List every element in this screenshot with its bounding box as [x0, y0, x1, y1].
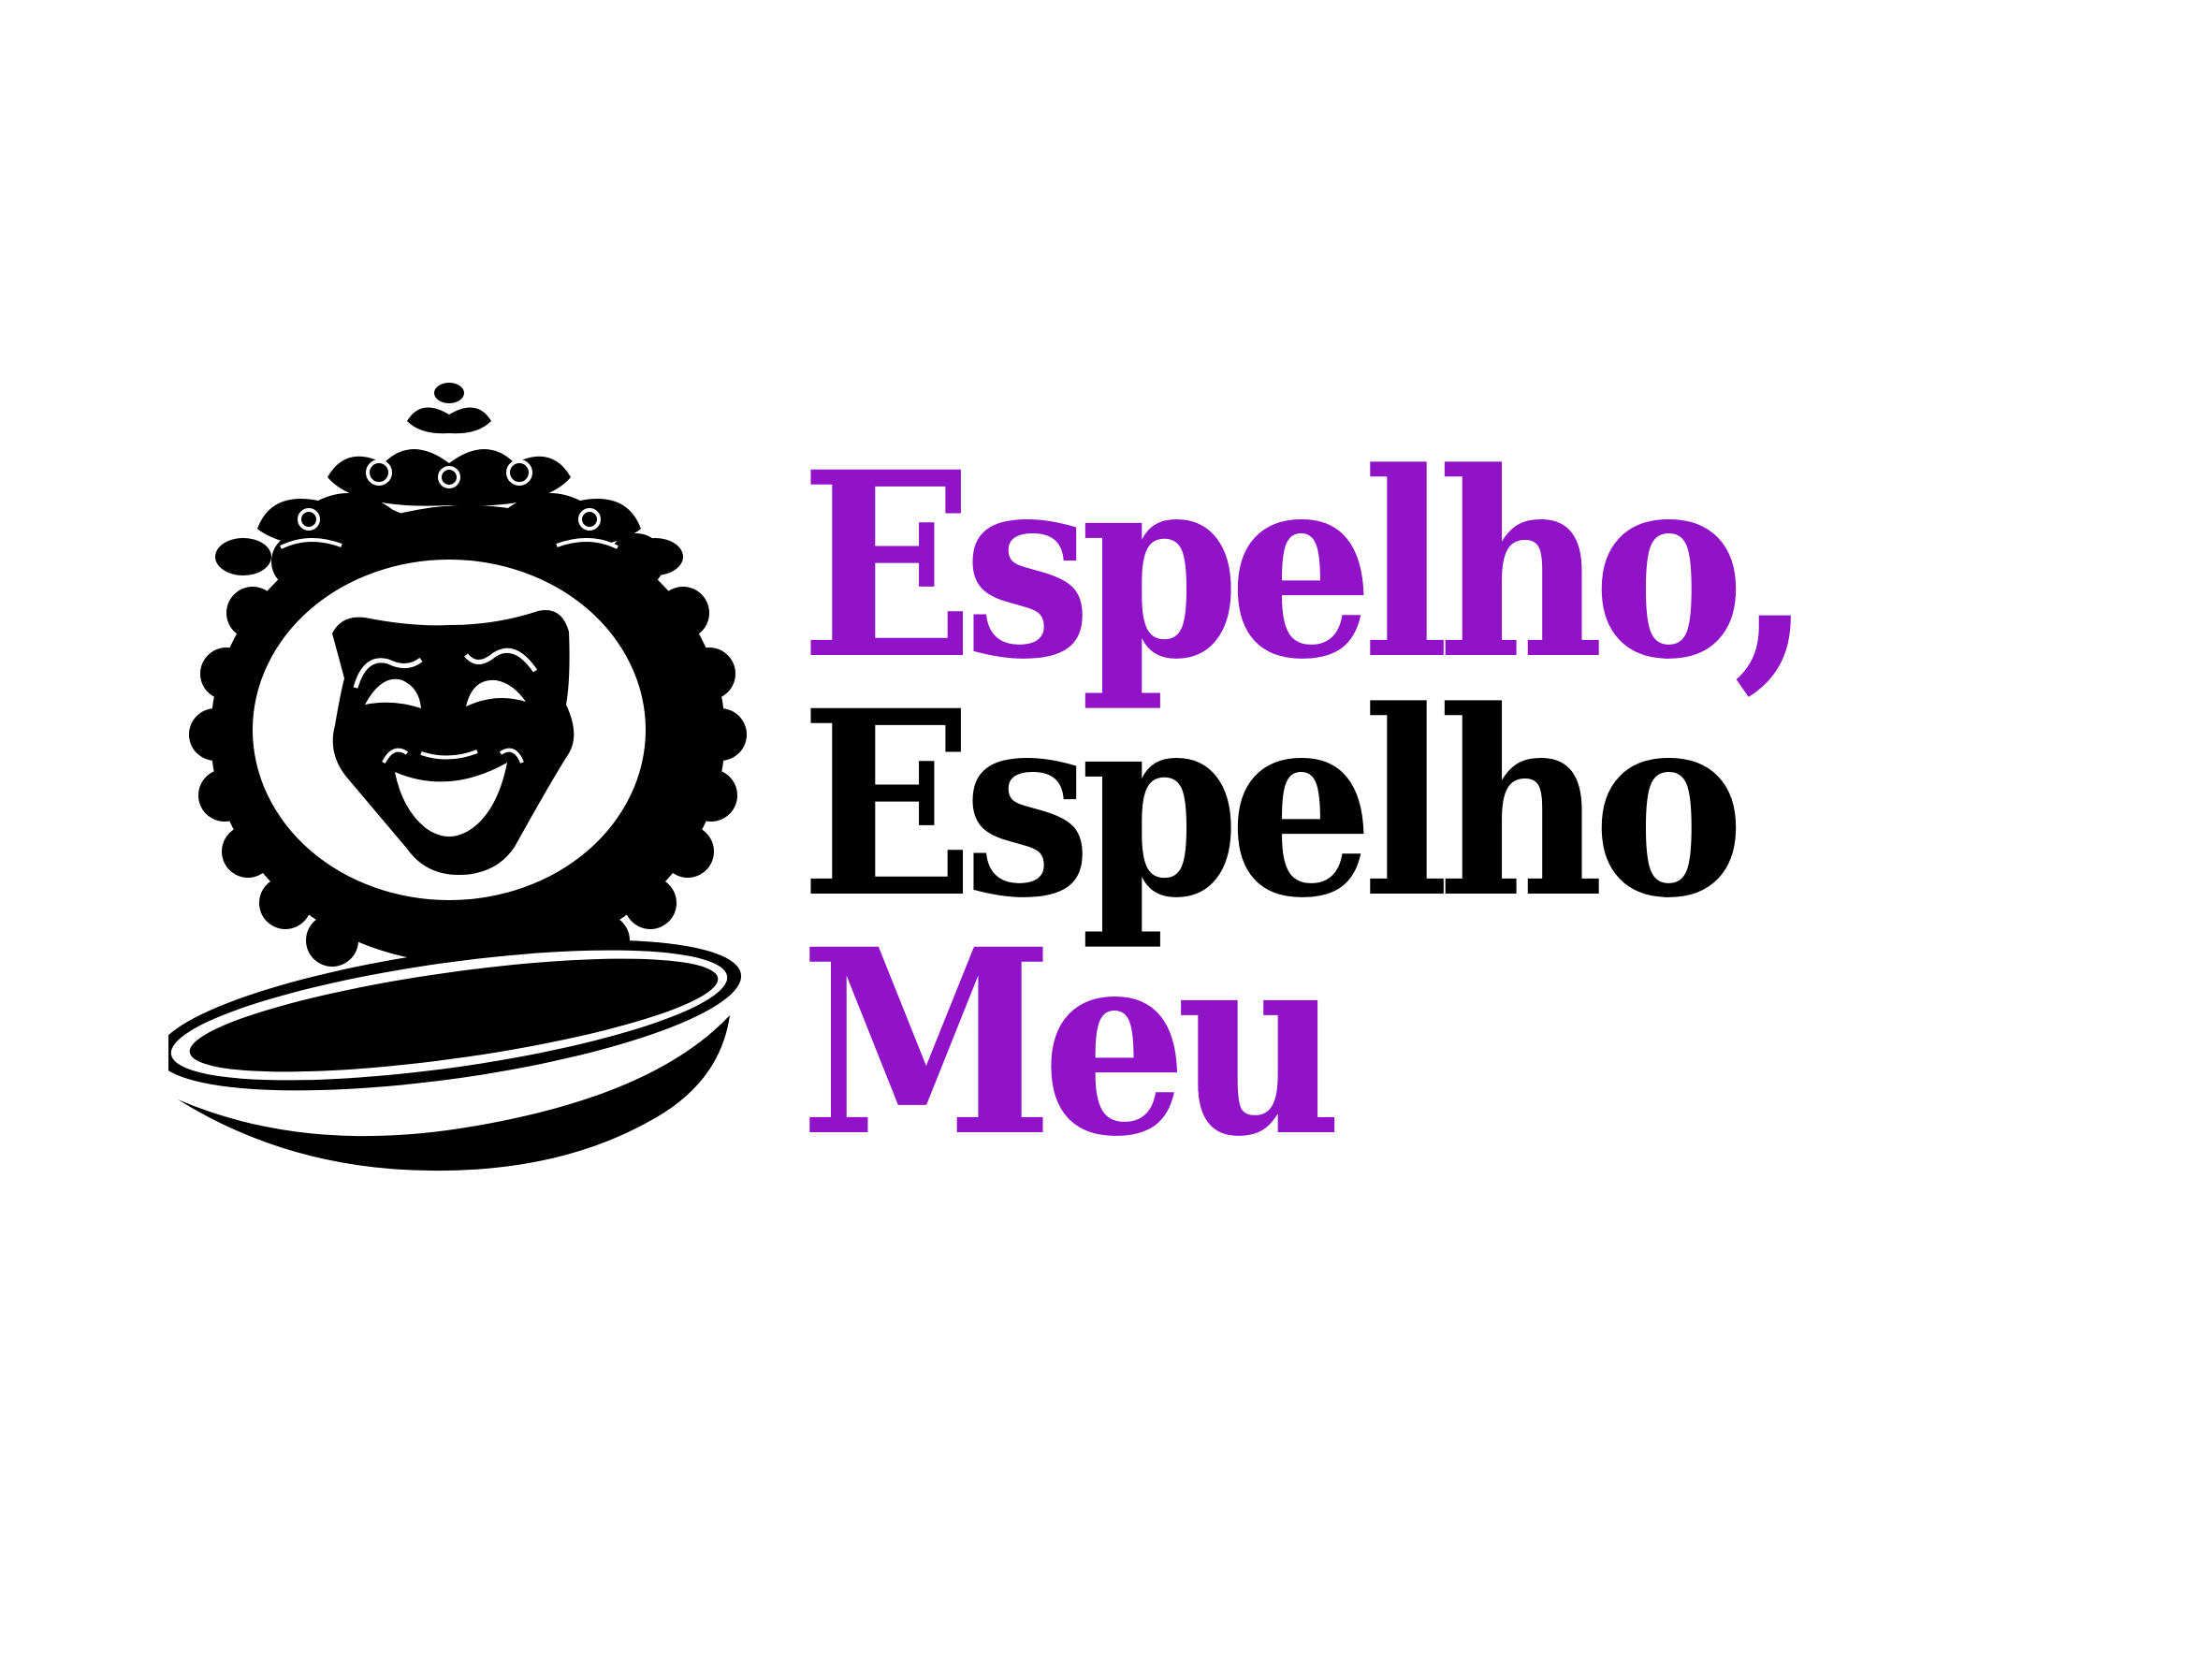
title-word-meu: Meu [800, 895, 1331, 1193]
title-word-espelho-1: Espelho, [800, 417, 1802, 716]
title-line-3 [800, 895, 1331, 1193]
title-word-espelho-2: Espelho [800, 656, 1734, 954]
mirror-base [168, 911, 749, 1171]
mirror-mask-logo-icon [168, 370, 805, 1184]
